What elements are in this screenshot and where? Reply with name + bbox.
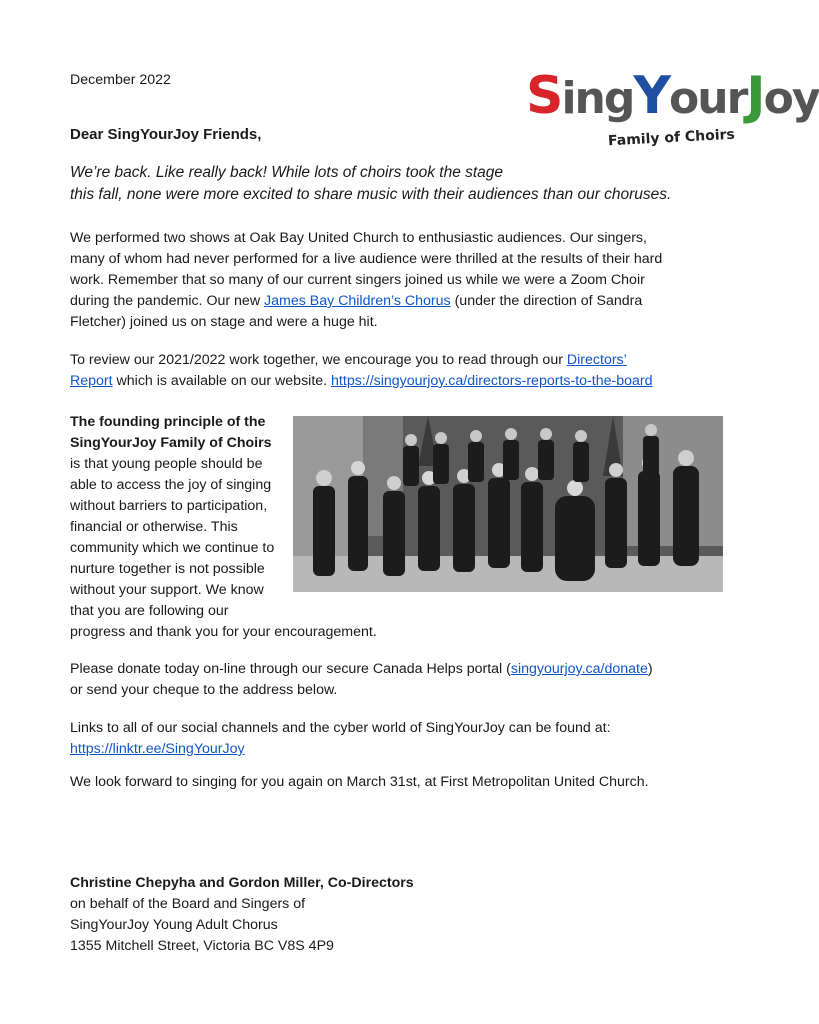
logo-word-rest: our [669, 73, 747, 124]
james-bay-chorus-link[interactable]: James Bay Children’s Chorus [264, 293, 451, 309]
signature-names: Christine Chepyha and Gordon Miller, Co-Directors [70, 875, 414, 891]
greeting: Dear SingYourJoy Friends, [70, 126, 262, 143]
logo-word-rest: oy [763, 73, 819, 124]
paragraph-founding-principle: The founding principle of the SingYourJoy Family of Choirs is that young people should be able to access the joy of singing without barriers to participation, financial or otherwise. This community which we continue to nurture together is not possible without your support. We know that you are following our progress and thank you for your encouragement. [70, 414, 377, 640]
intro-text [70, 162, 671, 206]
paragraph-performances: We performed two shows at Oak Bay United Church to enthusiastic audiences. Our singers, many of whom had never performed for a live audience were thrilled at the results of their hard work. Remember that so many of our current singers joined us while we were a Zoom Choir during the pandemic. Our new James Bay Children’s Chorus (under the direction of Sandra Fletcher) joined us on stage and were a huge hit. [70, 230, 663, 330]
logo-word-initial: J [746, 66, 764, 126]
paragraph-directors-report: To review our 2021/2022 work together, we encourage you to read through our Directors’ Report which is available on our website. https://singyourjoy.ca/directors-reports-to-the-board [70, 352, 653, 389]
paragraph-social-links: Links to all of our social channels and the cyber world of SingYourJoy can be found at: https://linktr.ee/SingYourJoy [70, 720, 611, 757]
signature-block: Christine Chepyha and Gordon Miller, Co-Directors on behalf of the Board and Singers of SingYourJoy Young Adult Chorus 1355 Mitchell Street, Victoria BC V8S 4P9 [70, 875, 414, 954]
directors-report-link[interactable]: Report [70, 373, 113, 389]
logo-word-initial: S [526, 66, 562, 126]
choir-photo [293, 416, 723, 592]
directors-report-link[interactable]: Directors’ [566, 352, 627, 368]
donate-link[interactable]: singyourjoy.ca/donate [510, 661, 648, 677]
logo-word-initial: Y [633, 66, 670, 126]
logo-word-rest: ing [561, 73, 634, 124]
paragraph-closing: We look forward to singing for you again on March 31st, at First Metropolitan United Church. [70, 774, 649, 790]
directors-reports-url-link[interactable]: https://singyourjoy.ca/directors-reports-to-the-board [331, 373, 653, 389]
intro-line: We’re back. Like really back! While lots of choirs took the stage [70, 164, 504, 181]
linktree-link[interactable]: https://linktr.ee/SingYourJoy [70, 741, 245, 757]
logo-subtitle: Family of Choirs [607, 126, 736, 150]
singyourjoy-logo [526, 66, 819, 162]
intro-line: this fall, none were more excited to share music with their audiences than our choruses. [70, 186, 672, 203]
letter-date: December 2022 [70, 72, 171, 88]
paragraph-donate: Please donate today on-line through our secure Canada Helps portal (singyourjoy.ca/donate) or send your cheque to the address below. [70, 661, 653, 698]
